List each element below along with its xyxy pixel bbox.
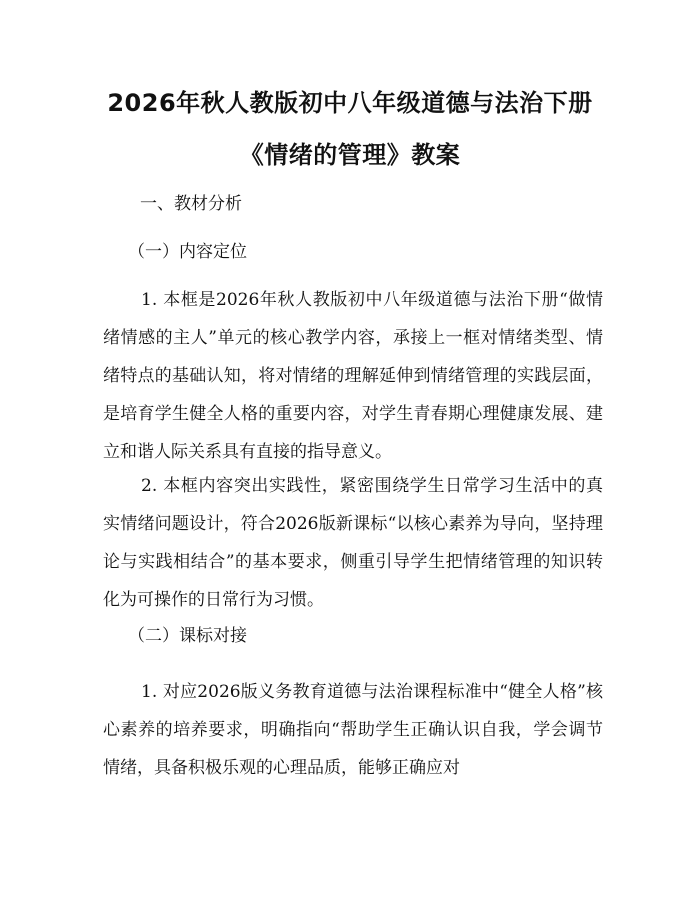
subsection-heading-curriculum-alignment: （二）课标对接 — [128, 626, 247, 646]
paragraph-content-positioning-1: 1. 本框是2026年秋人教版初中八年级道德与法治下册“做情绪情感的主人”单元的核心教学内容，承接上一框对情绪类型、情绪特点的基础认知，将对情绪的理解延伸到情绪管理的实践层面，是培育学生健全人格的重要内容，对学生青春期心理健康发展、建立和谐人际关系具有直接的指导意义。 — [103, 290, 603, 462]
paragraph-content-positioning-2: 2. 本框内容突出实践性，紧密围绕学生日常学习生活中的真实情绪问题设计，符合2026版新课标“以核心素养为导向，坚持理论与实践相结合”的基本要求，侧重引导学生把情绪管理的知识转化为可操作的日常行为习惯。 — [103, 476, 603, 610]
paragraph-curriculum-alignment-1: 1. 对应2026版义务教育道德与法治课程标准中“健全人格”核心素养的培养要求，明确指向“帮助学生正确认识自我，学会调节情绪，具备积极乐观的心理品质，能够正确应对 — [103, 682, 603, 778]
subsection-heading-content-positioning: （一）内容定位 — [128, 242, 247, 262]
document-title-line1: 2026年秋人教版初中八年级道德与法治下册 — [107, 89, 593, 117]
document-title-line2: 《情绪的管理》教案 — [239, 141, 461, 169]
section-heading-textbook-analysis: 一、教材分析 — [140, 194, 242, 214]
